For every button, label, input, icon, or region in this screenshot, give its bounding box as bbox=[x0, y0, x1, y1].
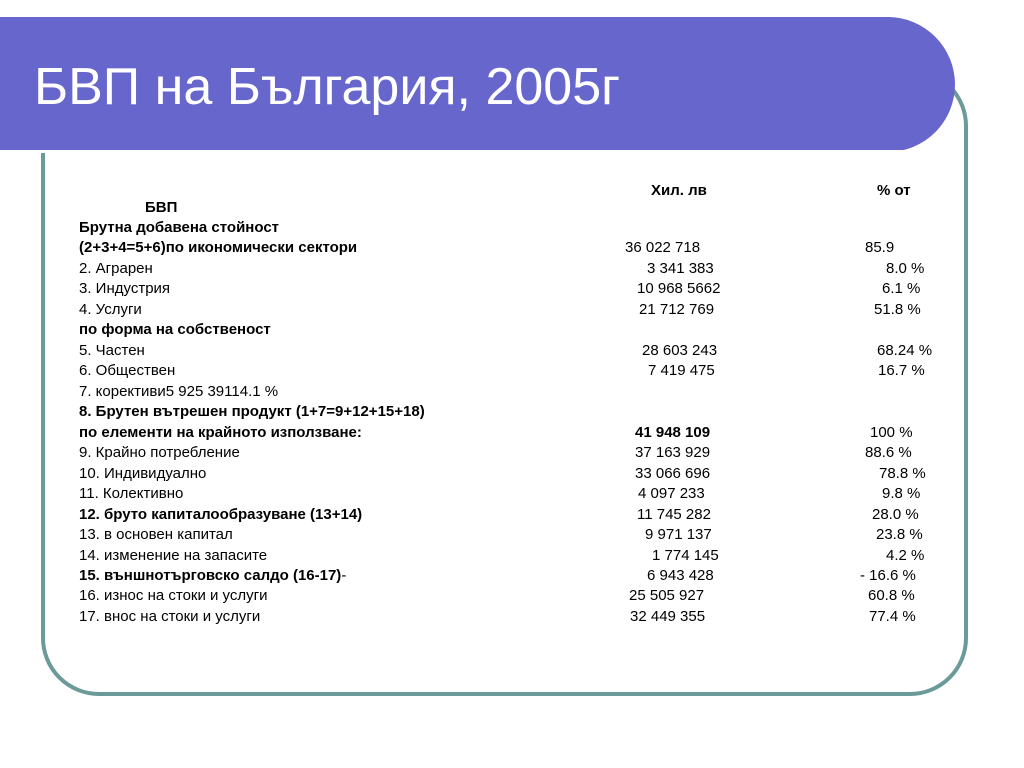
row-percent: 68.24 % bbox=[877, 342, 933, 359]
table-row bbox=[0, 279, 1024, 299]
row-percent: 88.6 % bbox=[865, 444, 912, 461]
table-row bbox=[0, 484, 1024, 504]
table-row bbox=[0, 218, 1024, 238]
table-row bbox=[0, 464, 1024, 484]
row-label: 2. Аграрен bbox=[79, 260, 153, 277]
row-label: 12. бруто капиталообразуване (13+14) bbox=[79, 506, 363, 523]
percent-column-header: % от bbox=[877, 182, 911, 199]
table-row bbox=[0, 361, 1024, 381]
row-value: 32 449 355 bbox=[630, 608, 706, 625]
row-percent: 6.1 % bbox=[882, 280, 921, 297]
row-label: 17. внос на стоки и услуги bbox=[79, 608, 261, 625]
row-percent: 77.4 % bbox=[869, 608, 916, 625]
row-label: 7. корективи5 925 39114.1 % bbox=[79, 383, 279, 400]
table-row bbox=[0, 546, 1024, 566]
row-value: 25 505 927 bbox=[629, 587, 705, 604]
row-label: по форма на собственост bbox=[79, 321, 271, 338]
row-label: 11. Колективно bbox=[79, 485, 184, 502]
row-label: 14. изменение на запасите bbox=[79, 547, 268, 564]
table-row bbox=[0, 586, 1024, 606]
row-value: 11 745 282 bbox=[637, 506, 711, 523]
row-value: 1 774 145 bbox=[652, 547, 719, 564]
row-value: 9 971 137 bbox=[645, 526, 712, 543]
table-row bbox=[0, 300, 1024, 320]
row-percent: 60.8 % bbox=[868, 587, 915, 604]
table-row bbox=[0, 259, 1024, 279]
table-row bbox=[0, 423, 1024, 443]
row-value: 41 948 109 bbox=[635, 424, 711, 441]
table-row bbox=[0, 320, 1024, 340]
row-value: 10 968 5662 bbox=[637, 280, 721, 297]
row-label-header: БВП bbox=[145, 199, 178, 216]
row-percent: 85.9 bbox=[865, 239, 895, 256]
row-value: 3 341 383 bbox=[647, 260, 714, 277]
row-label: Брутна добавена стойност bbox=[79, 219, 280, 236]
title-underline bbox=[0, 150, 905, 153]
row-label: 13. в основен капитал bbox=[79, 526, 233, 543]
row-value: 33 066 696 bbox=[635, 465, 711, 482]
row-label: 5. Частен bbox=[79, 342, 145, 359]
row-value: 28 603 243 bbox=[642, 342, 718, 359]
table-row bbox=[0, 505, 1024, 525]
row-value: 7 419 475 bbox=[648, 362, 715, 379]
row-label-suffix: - bbox=[341, 567, 347, 584]
row-percent: 100 % bbox=[870, 424, 913, 441]
row-percent: 23.8 % bbox=[876, 526, 923, 543]
row-percent: 8.0 % bbox=[886, 260, 925, 277]
row-label: 4. Услуги bbox=[79, 301, 142, 318]
row-value: 36 022 718 bbox=[625, 239, 701, 256]
row-label: 3. Индустрия bbox=[79, 280, 171, 297]
table-row bbox=[0, 607, 1024, 627]
row-percent: 51.8 % bbox=[874, 301, 921, 318]
title-bar bbox=[0, 17, 955, 152]
table-row bbox=[0, 566, 1024, 586]
table-row bbox=[0, 238, 1024, 258]
row-label: 9. Крайно потребление bbox=[79, 444, 240, 461]
table-row bbox=[0, 402, 1024, 422]
table-row bbox=[0, 341, 1024, 361]
row-percent: 9.8 % bbox=[882, 485, 921, 502]
table-row bbox=[0, 382, 1024, 402]
row-percent: 28.0 % bbox=[872, 506, 919, 523]
row-percent: 4.2 % bbox=[886, 547, 925, 564]
row-label: 10. Индивидуално bbox=[79, 465, 207, 482]
table-row bbox=[0, 443, 1024, 463]
row-label: (2+3+4=5+6)по икономически сектори bbox=[79, 239, 358, 256]
value-column-header: Хил. лв bbox=[651, 182, 707, 199]
table-row bbox=[0, 525, 1024, 545]
row-value: 4 097 233 bbox=[638, 485, 705, 502]
row-percent: 78.8 % bbox=[879, 465, 926, 482]
row-percent: - 16.6 % bbox=[860, 567, 916, 584]
row-label: 8. Брутен вътрешен продукт (1+7=9+12+15+18) bbox=[79, 403, 425, 420]
row-label: 6. Обществен bbox=[79, 362, 176, 379]
row-value: 6 943 428 bbox=[647, 567, 714, 584]
row-label: по елементи на крайното използване: bbox=[79, 424, 362, 441]
row-value: 21 712 769 bbox=[639, 301, 715, 318]
row-value: 37 163 929 bbox=[635, 444, 711, 461]
slide-title: БВП на България, 2005г bbox=[34, 58, 621, 116]
row-label: 15. външнотърговско салдо (16-17) bbox=[79, 567, 342, 584]
row-label: 16. износ на стоки и услуги bbox=[79, 587, 268, 604]
row-percent: 16.7 % bbox=[878, 362, 925, 379]
